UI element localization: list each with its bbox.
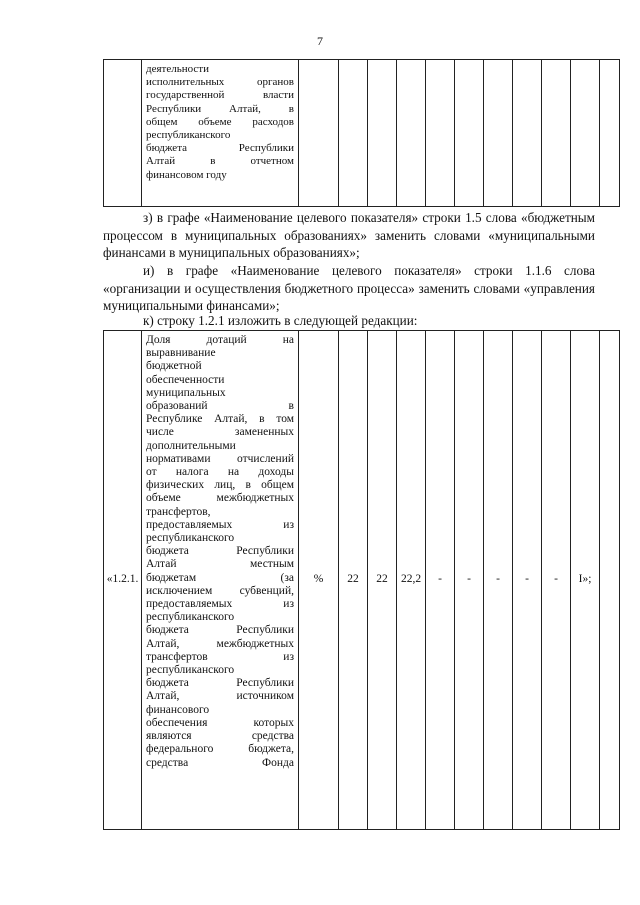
cell-number [104, 60, 142, 207]
cell-value: - [426, 331, 455, 830]
cell-value: - [484, 331, 513, 830]
paragraph-k: к) строку 1.2.1 изложить в следующей редакции: [143, 313, 418, 328]
desc-line: числе замененных [146, 426, 294, 439]
cell-description [142, 331, 299, 830]
desc-line: бюджетам (за [146, 571, 294, 584]
cell [542, 60, 571, 207]
desc-line: бюджета Республики [146, 624, 294, 637]
cell-value: - [542, 331, 571, 830]
cell [299, 60, 339, 207]
desc-line: Республике Алтай, в том [146, 413, 294, 426]
cell [484, 60, 513, 207]
cell-value: 22 [339, 331, 368, 830]
desc-line: федерального бюджета, [146, 743, 294, 756]
desc-line: трансфертов, [146, 505, 211, 518]
page-number: 7 [317, 34, 323, 48]
desc-line: Доля дотаций на [146, 334, 294, 346]
desc-line: дополнительными [146, 439, 236, 452]
cell-description [142, 60, 299, 207]
desc-line: республиканского [146, 664, 235, 677]
desc-line: бюджетной [146, 360, 202, 373]
desc-line: финансовом году [146, 168, 227, 181]
cell-value: 22,2 [397, 331, 426, 830]
cell-value: - [513, 331, 542, 830]
desc-line: Алтай в отчетном [146, 155, 294, 168]
desc-line: Алтай местным [146, 558, 294, 571]
cell [426, 60, 455, 207]
desc-line: республиканского [146, 532, 235, 545]
desc-line: образований в [146, 400, 294, 413]
cell [571, 60, 600, 207]
cell [455, 60, 484, 207]
cell [600, 60, 620, 207]
desc-line: предоставляемых из [146, 598, 294, 611]
desc-line: республиканского [146, 611, 235, 624]
desc-line: финансового [146, 703, 210, 716]
desc-line: деятельности [146, 63, 209, 75]
desc-line: бюджета Республики [146, 545, 294, 558]
table-continuation [103, 59, 620, 207]
cell [600, 331, 620, 830]
desc-line: исключением субвенций, [146, 584, 294, 597]
desc-line: Алтай, источником [146, 690, 294, 703]
desc-line: бюджета Республики [146, 677, 294, 690]
desc-line: государственной власти [146, 89, 294, 102]
desc-line: общем объеме расходов [146, 115, 294, 128]
cell-value: 22 [368, 331, 397, 830]
paragraph-i: и) в графе «Наименование целевого показателя» строки 1.1.6 слова «организации и осуществления бюджетного процесса» заменить словами «управления муниципальными финансами»; [103, 263, 595, 313]
cell [339, 60, 368, 207]
desc-line: обеспечения которых [146, 716, 294, 729]
desc-line: средства Фонда [146, 756, 294, 769]
desc-line: трансфертов из [146, 650, 294, 663]
desc-line: бюджета Республики [146, 142, 294, 155]
cell-row-number: «1.2.1. [104, 331, 142, 830]
desc-line: нормативами отчислений [146, 452, 294, 465]
desc-line: выравнивание [146, 347, 216, 360]
table-row-1-2-1 [103, 330, 620, 830]
desc-line: Республики Алтай, в [146, 102, 294, 115]
desc-line: Алтай, межбюджетных [146, 637, 294, 650]
cell-unit: % [299, 331, 339, 830]
cell [368, 60, 397, 207]
desc-line: республиканского [146, 129, 231, 142]
desc-line: от налога на доходы [146, 466, 294, 479]
cell [513, 60, 542, 207]
desc-line: предоставляемых из [146, 518, 294, 531]
desc-line: исполнительных органов [146, 76, 294, 89]
cell-value: - [455, 331, 484, 830]
desc-line: муниципальных [146, 386, 226, 399]
cell-value: I»; [571, 331, 600, 830]
desc-line: являются средства [146, 730, 294, 743]
desc-line: объеме межбюджетных [146, 492, 294, 505]
cell [397, 60, 426, 207]
desc-line: обеспеченности [146, 373, 225, 386]
desc-line: физических лиц, в общем [146, 479, 294, 492]
paragraph-z: з) в графе «Наименование целевого показателя» строки 1.5 слова «бюджетным процессом в муниципальных образованиях» заменить словами «муниципальными финансами в муниципальных образованиях»; [103, 210, 595, 260]
